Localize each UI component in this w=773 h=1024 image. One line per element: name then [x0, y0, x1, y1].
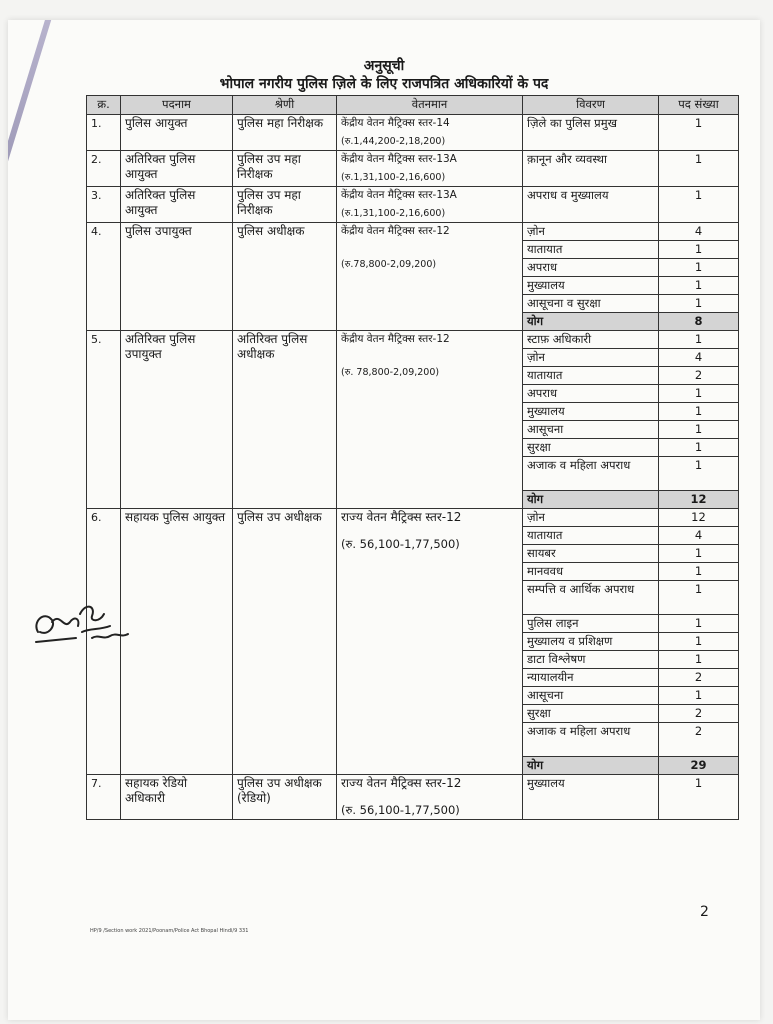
table-row: [87, 115, 739, 151]
table-header-row: [87, 96, 739, 115]
detail-label: पुलिस लाइन: [523, 615, 659, 633]
table-row: [87, 775, 739, 820]
post-count: 1: [659, 115, 739, 151]
column-header-details: विवरण: [523, 96, 659, 115]
pay-level: केंद्रीय वेतन मैट्रिक्स स्तर-12: [341, 333, 450, 345]
pay-level: केंद्रीय वेतन मैट्रिक्स स्तर-13A: [341, 153, 457, 165]
row-serial: 6.: [87, 509, 121, 775]
row-serial: 5.: [87, 331, 121, 509]
detail-label: मुख्यालय: [523, 403, 659, 421]
row-pay-scale: [337, 115, 523, 151]
row-category: पुलिस अधीक्षक: [233, 223, 337, 331]
row-pay-scale: [337, 223, 523, 331]
row-category: अतिरिक्त पुलिस अधीक्षक: [233, 331, 337, 509]
row-pay-scale: [337, 187, 523, 223]
total-label: योग: [523, 491, 659, 509]
detail-label: आसूचना: [523, 421, 659, 439]
handwritten-signature: [30, 592, 140, 652]
post-count: 2: [659, 723, 739, 757]
schedule-title: अनुसूची: [363, 58, 405, 74]
row-category: पुलिस महा निरीक्षक: [233, 115, 337, 151]
post-count: 12: [659, 509, 739, 527]
row-designation: पुलिस आयुक्त: [121, 115, 233, 151]
row-designation: पुलिस उपायुक्त: [121, 223, 233, 331]
detail-label: अजाक व महिला अपराध: [523, 457, 659, 491]
pay-level: राज्य वेतन मैट्रिक्स स्तर-12: [341, 776, 462, 790]
row-designation: सहायक पुलिस आयुक्त: [121, 509, 233, 775]
post-count: 1: [659, 187, 739, 223]
detail-label: मुख्यालय व प्रशिक्षण: [523, 633, 659, 651]
row-serial: 7.: [87, 775, 121, 820]
detail-label: क़ानून और व्यवस्था: [523, 151, 659, 187]
post-count: 1: [659, 295, 739, 313]
row-serial: 1.: [87, 115, 121, 151]
pay-level: केंद्रीय वेतन मैट्रिक्स स्तर-12: [341, 225, 450, 237]
post-count: 1: [659, 259, 739, 277]
detail-label: अजाक व महिला अपराध: [523, 723, 659, 757]
post-count: 1: [659, 241, 739, 259]
footer-reference: HP/9 /Section work 2021/Poonam/Police Act Bhopal Hindi/9 331: [90, 928, 249, 934]
detail-label: न्यायालयीन: [523, 669, 659, 687]
document-page: [8, 20, 760, 1020]
post-count: 1: [659, 421, 739, 439]
row-category: पुलिस उप अधीक्षक (रेडियो): [233, 775, 337, 820]
post-count: 1: [659, 403, 739, 421]
pay-range: (रु.78,800-2,09,200): [341, 259, 437, 270]
row-serial: 4.: [87, 223, 121, 331]
post-count: 1: [659, 651, 739, 669]
table-row: [87, 151, 739, 187]
detail-label: अपराध: [523, 259, 659, 277]
detail-label: अपराध व मुख्यालय: [523, 187, 659, 223]
detail-label: ज़ोन: [523, 349, 659, 367]
table-row: [87, 331, 739, 349]
row-category: पुलिस उप महा निरीक्षक: [233, 187, 337, 223]
document-subtitle: भोपाल नगरीय पुलिस ज़िले के लिए राजपत्रित अधिकारियों के पद: [219, 76, 549, 92]
detail-label: यातायात: [523, 367, 659, 385]
post-count: 1: [659, 457, 739, 491]
detail-label: डाटा विश्लेषण: [523, 651, 659, 669]
row-pay-scale: [337, 509, 523, 775]
post-count: 1: [659, 331, 739, 349]
pay-level: केंद्रीय वेतन मैट्रिक्स स्तर-14: [341, 117, 450, 129]
pay-range: (रु.1,31,100-2,16,600): [341, 172, 446, 183]
detail-label: अपराध: [523, 385, 659, 403]
total-label: योग: [523, 757, 659, 775]
column-header-sr: क्र.: [87, 96, 121, 115]
table-row: [87, 223, 739, 241]
total-count: 29: [659, 757, 739, 775]
total-count: 12: [659, 491, 739, 509]
post-count: 1: [659, 563, 739, 581]
row-serial: 3.: [87, 187, 121, 223]
detail-label: यातायात: [523, 527, 659, 545]
post-count: 1: [659, 277, 739, 295]
column-header-category: श्रेणी: [233, 96, 337, 115]
pay-range: (रु.1,31,100-2,16,600): [341, 208, 446, 219]
detail-label: सम्पत्ति व आर्थिक अपराध: [523, 581, 659, 615]
detail-label: ज़ोन: [523, 223, 659, 241]
row-pay-scale: [337, 775, 523, 820]
detail-label: सायबर: [523, 545, 659, 563]
detail-label: सुरक्षा: [523, 705, 659, 723]
row-serial: 2.: [87, 151, 121, 187]
post-count: 1: [659, 633, 739, 651]
pay-range: (रु. 56,100-1,77,500): [341, 537, 460, 551]
post-count: 1: [659, 581, 739, 615]
post-count: 2: [659, 705, 739, 723]
post-count: 1: [659, 545, 739, 563]
pay-range: (रु.1,44,200-2,18,200): [341, 136, 446, 147]
table-row: [87, 187, 739, 223]
row-pay-scale: [337, 331, 523, 509]
pay-range: (रु. 56,100-1,77,500): [341, 803, 460, 817]
pay-range: (रु. 78,800-2,09,200): [341, 367, 440, 378]
post-count: 1: [659, 615, 739, 633]
pay-level: राज्य वेतन मैट्रिक्स स्तर-12: [341, 510, 462, 524]
column-header-pay-scale: वेतनमान: [337, 96, 523, 115]
posts-table: [86, 95, 739, 820]
post-count: 2: [659, 669, 739, 687]
total-label: योग: [523, 313, 659, 331]
column-header-post-count: पद संख्या: [659, 96, 739, 115]
row-pay-scale: [337, 151, 523, 187]
post-count: 1: [659, 687, 739, 705]
detail-label: मुख्यालय: [523, 775, 659, 820]
post-count: 4: [659, 349, 739, 367]
detail-label: आसूचना व सुरक्षा: [523, 295, 659, 313]
row-category: पुलिस उप महा निरीक्षक: [233, 151, 337, 187]
detail-label: सुरक्षा: [523, 439, 659, 457]
post-count: 1: [659, 151, 739, 187]
column-header-designation: पदनाम: [121, 96, 233, 115]
pay-level: केंद्रीय वेतन मैट्रिक्स स्तर-13A: [341, 189, 457, 201]
detail-label: मानववध: [523, 563, 659, 581]
total-count: 8: [659, 313, 739, 331]
post-count: 1: [659, 385, 739, 403]
detail-label: यातायात: [523, 241, 659, 259]
post-count: 2: [659, 367, 739, 385]
row-designation: सहायक रेडियो अधिकारी: [121, 775, 233, 820]
detail-label: आसूचना: [523, 687, 659, 705]
row-designation: अतिरिक्त पुलिस उपायुक्त: [121, 331, 233, 509]
row-designation: अतिरिक्त पुलिस आयुक्त: [121, 151, 233, 187]
detail-label: स्टाफ़ अधिकारी: [523, 331, 659, 349]
post-count: 1: [659, 439, 739, 457]
row-designation: अतिरिक्त पुलिस आयुक्त: [121, 187, 233, 223]
post-count: 4: [659, 527, 739, 545]
post-count: 1: [659, 775, 739, 820]
detail-label: मुख्यालय: [523, 277, 659, 295]
table-row: [87, 509, 739, 527]
post-count: 4: [659, 223, 739, 241]
detail-label: ज़ोन: [523, 509, 659, 527]
row-category: पुलिस उप अधीक्षक: [233, 509, 337, 775]
detail-label: ज़िले का पुलिस प्रमुख: [523, 115, 659, 151]
page-number: 2: [700, 904, 709, 920]
